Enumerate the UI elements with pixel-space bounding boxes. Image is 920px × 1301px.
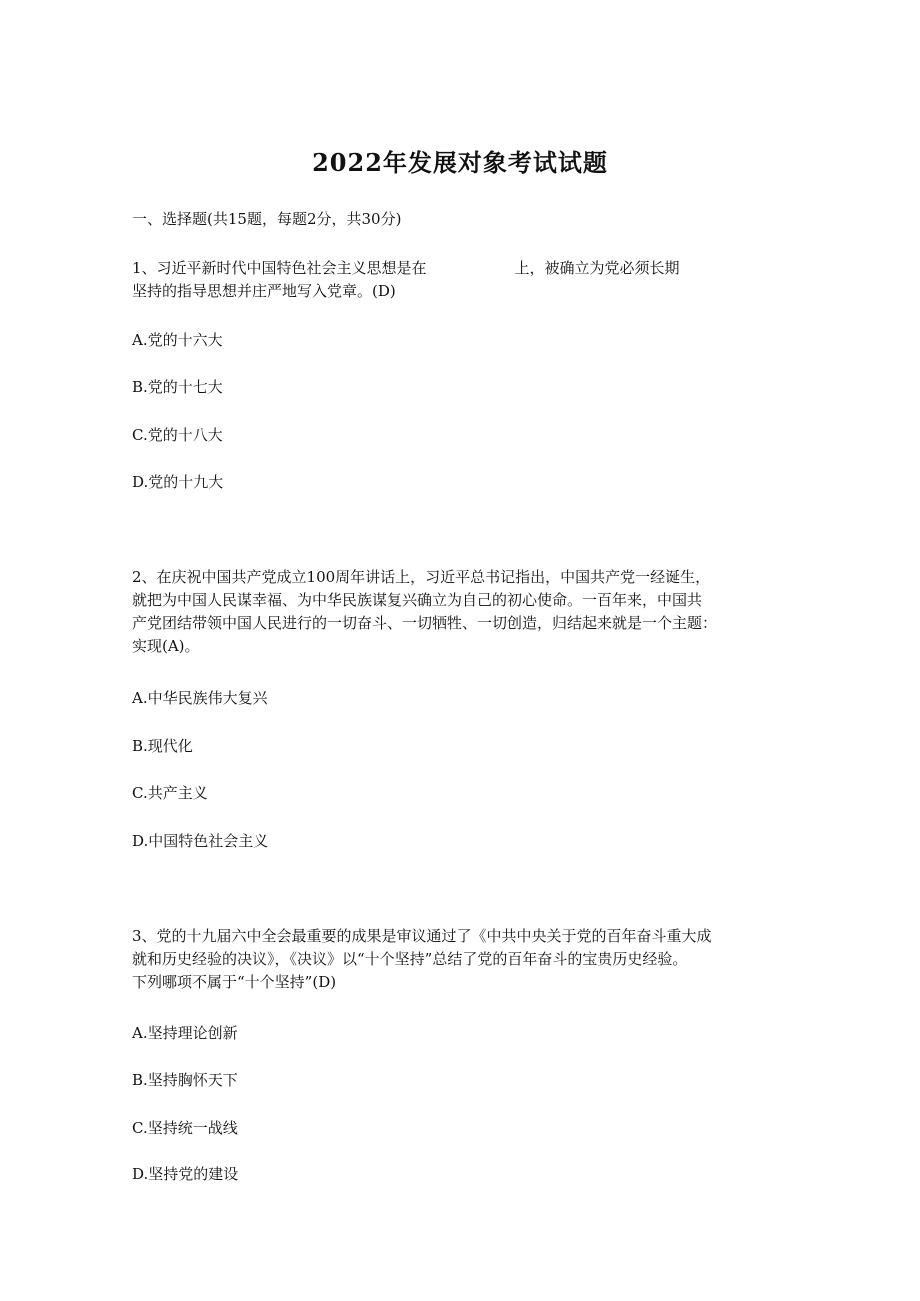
document-title: 2022年发展对象考试试题: [312, 148, 608, 177]
question-1-line-1: [132, 257, 792, 280]
question-1-option-d: D.党的十九大: [132, 473, 224, 491]
question-1-line-1-end: 上，被确立为党必须长期: [514, 259, 680, 277]
question-3-line-1: 3、党的十九届六中全会最重要的成果是审议通过了《中共中央关于党的百年奋斗重大成: [132, 927, 712, 945]
question-2-line-3: 产党团结带领中国人民进行的一切奋斗、一切牺牲、一切创造，归结起来就是一个主题：: [132, 614, 718, 632]
question-2-option-d: D.中国特色社会主义: [132, 832, 269, 850]
question-2-option-b: B.现代化: [132, 737, 193, 755]
question-3-line-3: 下列哪项不属于“十个坚持”(D): [132, 973, 337, 991]
question-1-option-c: C.党的十八大: [132, 426, 223, 444]
question-3-line-2: 就和历史经验的决议》，《决议》以“十个坚持”总结了党的百年奋斗的宝贵历史经验。: [132, 950, 688, 968]
question-2-line-2: 就把为中国人民谋幸福、为中华民族谋复兴确立为自己的初心使命。一百年来，中国共: [132, 591, 703, 609]
question-1-line-1-start: 1、习近平新时代中国特色社会主义思想是在: [132, 259, 427, 277]
question-3-stem: [132, 925, 792, 994]
question-3-option-d: D.坚持党的建设: [132, 1165, 239, 1183]
question-2-option-c: C.共产主义: [132, 784, 208, 802]
question-2-stem: [132, 566, 792, 658]
section-header: 一、选择题(共15题，每题2分，共30分): [132, 210, 402, 228]
question-3-option-c: C.坚持统一战线: [132, 1119, 238, 1137]
question-1-line-2: 坚持的指导思想并庄严地写入党章。(D): [132, 282, 396, 300]
question-2-line-1: 2、在庆祝中国共产党成立100周年讲话上，习近平总书记指出，中国共产党一经诞生，: [132, 568, 711, 586]
question-2-line-4: 实现(A)。: [132, 637, 200, 655]
question-1-option-b: B.党的十七大: [132, 378, 223, 396]
question-1-stem: [132, 257, 792, 303]
question-3-option-b: B.坚持胸怀天下: [132, 1071, 238, 1089]
question-3-option-a: A.坚持理论创新: [132, 1024, 238, 1042]
question-2-option-a: A.中华民族伟大复兴: [132, 689, 268, 707]
question-1-option-a: A.党的十六大: [132, 331, 223, 349]
